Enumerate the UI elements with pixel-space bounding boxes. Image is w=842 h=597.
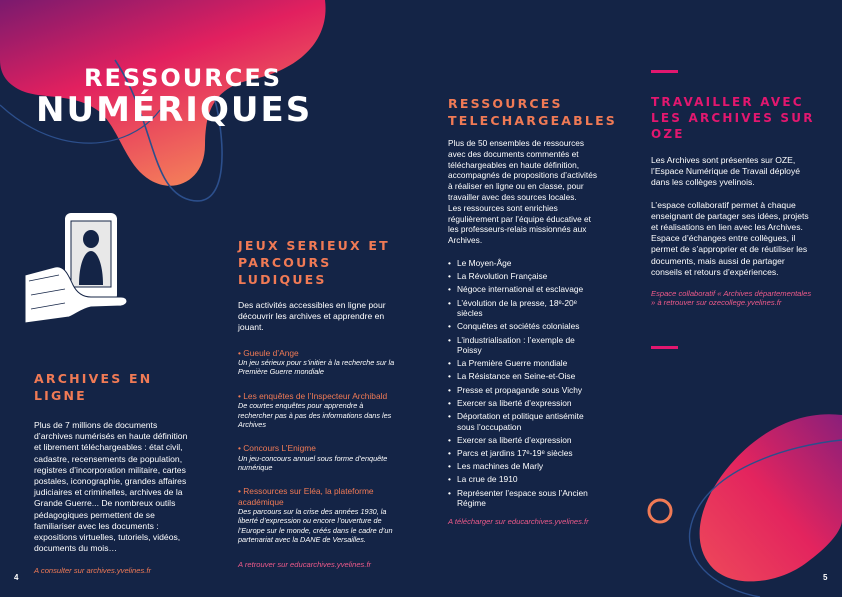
list-item: • Négoce international et esclavage: [448, 284, 598, 295]
divider-top: [651, 70, 678, 73]
jeux-item: [238, 486, 398, 544]
jeux-heading: JEUX SERIEUX ET PARCOURS LUDIQUES: [238, 238, 390, 287]
oze-p1: Les Archives sont présentes sur OZE, l’Espace Numérique de Travail déployé dans les collèges yvelinois.: [651, 155, 801, 188]
jeux-section: [238, 237, 398, 569]
list-item: • L’évolution de la presse, 18ᵉ-20ᵉ siècles: [448, 298, 598, 319]
page-number-left: 4: [14, 573, 19, 582]
ressources-intro: Plus de 50 ensembles de ressources avec des documents commentés et téléchargeables en haute définition, accompagnés de propositions d’activités à réaliser en ligne ou en classe, pour travailler avec des sources locales.: [448, 138, 597, 202]
jeux-item: [238, 443, 398, 472]
list-item: • La crue de 1910: [448, 474, 598, 485]
ressources-heading: RESSOURCES TELECHARGEABLES: [448, 96, 618, 128]
archives-heading: ARCHIVES EN LIGNE: [34, 371, 153, 403]
jeux-item: [238, 348, 398, 377]
jeux-item-desc: De courtes enquêtes pour apprendre à rechercher pas à pas des informations dans les Archives: [238, 401, 392, 429]
oze-p2: L’espace collaboratif permet à chaque enseignant de partager ses idées, projets et réalisations en lien avec les Archives. Espace d’échanges entre collègues, il permet de s’approprier et de réutiliser les documents, mais aussi de partager conseils et retours d’expériences.: [651, 199, 809, 277]
bottom-right-blob: [700, 414, 842, 581]
hand-phone-icon: [25, 205, 135, 335]
page-title-line2: NUMÉRIQUES: [36, 90, 313, 130]
list-item: • Conquêtes et sociétés coloniales: [448, 321, 598, 332]
archives-link[interactable]: A consulter sur archives.yvelines.fr: [34, 566, 152, 576]
orange-ring: [649, 500, 671, 522]
list-item: • La Révolution Française: [448, 271, 598, 282]
list-item: • La Résistance en Seine-et-Oise: [448, 371, 598, 382]
archives-body: Plus de 7 millions de documents d’archives numérisés en haute définition et librement téléchargeables : état civil, cadastre, recensements de population, registres d’incorporation militaire, cartes postales, iconographie, grandes affaires judiciaires et criminelles, archives de la Grande Guerre... De nombreux outils pédagogiques permettent de se familiariser avec les documents : expositions virtuelles, tutoriels, vidéos, documents du mois…: [34, 420, 188, 554]
jeux-item-title[interactable]: • Ressources sur Eléa, la plateforme académique: [238, 486, 374, 507]
list-item: • Le Moyen-Âge: [448, 258, 598, 269]
ressources-intro2: Les ressources sont enrichies régulièrement par l’équipe éducative et les professeurs-relais missionnés aux Archives.: [448, 202, 591, 246]
archives-section: [34, 370, 196, 575]
jeux-item: [238, 391, 398, 429]
ressources-list: [448, 258, 598, 509]
page-title: [36, 64, 313, 130]
list-item: • Exercer sa liberté d’expression: [448, 398, 598, 409]
list-item: • Presse et propagande sous Vichy: [448, 385, 598, 396]
page-number-right: 5: [823, 573, 828, 582]
page-title-line1: RESSOURCES: [84, 64, 283, 92]
list-item: • Représenter l’espace sous l’Ancien Régime: [448, 488, 598, 509]
oze-section: [651, 94, 816, 307]
list-item: • La Première Guerre mondiale: [448, 358, 598, 369]
divider-bottom: [651, 346, 678, 349]
jeux-link[interactable]: A retrouver sur educarchives.yvelines.fr: [238, 560, 372, 570]
jeux-item-desc: Des parcours sur la crise des années 1930, la liberté d’expression ou encore l’ouverture de l’Europe sur le monde, créés dans le cadre d’un partenariat avec la DANE de Versailles.: [238, 507, 393, 545]
ressources-link[interactable]: A télécharger sur educarchives.yvelines.fr: [448, 516, 589, 526]
list-item: • Parcs et jardins 17ᵉ-19ᵉ siècles: [448, 448, 598, 459]
list-item: • L’industrialisation : l’exemple de Poissy: [448, 335, 598, 356]
ressources-section: [448, 95, 618, 526]
jeux-item-title[interactable]: • Les enquêtes de l’Inspecteur Archibald: [238, 390, 388, 401]
list-item: • Déportation et politique antisémite sous l’occupation: [448, 411, 598, 432]
oze-link[interactable]: Espace collaboratif « Archives départementales » à retrouver sur ozecollege.yvelines.fr: [651, 289, 812, 308]
jeux-item-title[interactable]: • Concours L’Enigme: [238, 443, 316, 454]
jeux-item-title[interactable]: • Gueule d’Ange: [238, 347, 299, 358]
list-item: • Les machines de Marly: [448, 461, 598, 472]
jeux-item-desc: Un jeu-concours annuel sous forme d’enquête numérique: [238, 453, 388, 472]
list-item: • Exercer sa liberté d’expression: [448, 435, 598, 446]
jeux-item-desc: Un jeu sérieux pour s’initier à la recherche sur la Première Guerre mondiale: [238, 358, 395, 377]
oze-heading: TRAVAILLER AVEC LES ARCHIVES SUR OZE: [651, 95, 815, 141]
jeux-intro: Des activités accessibles en ligne pour découvrir les archives et apprendre en jouant.: [238, 300, 386, 333]
